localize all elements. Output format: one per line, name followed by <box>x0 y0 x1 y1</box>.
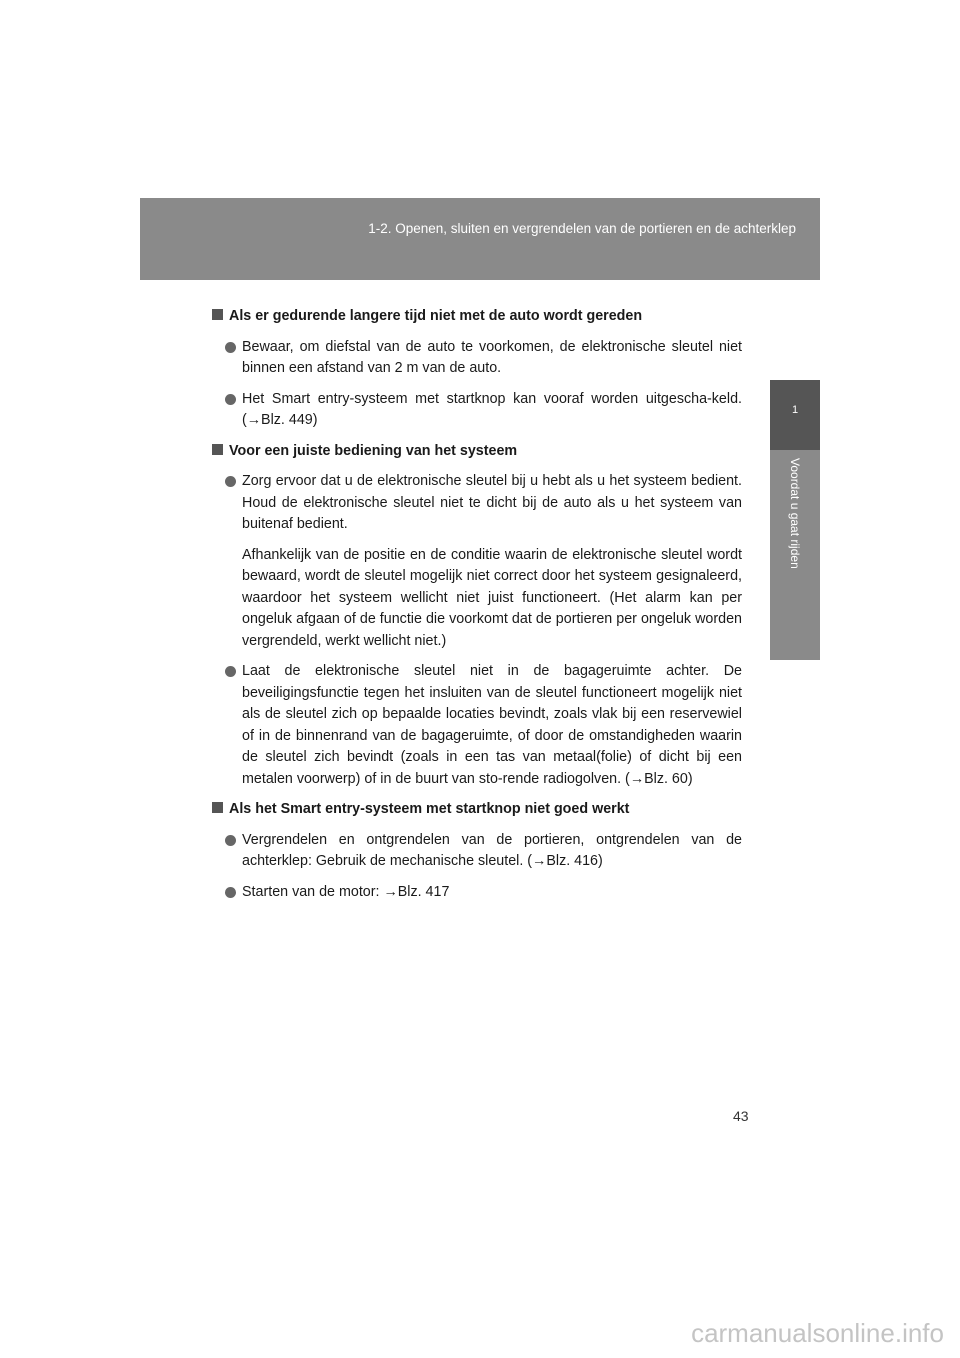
circle-bullet-icon <box>225 394 236 405</box>
section-correct-operation <box>212 441 742 791</box>
bullet-text: Bewaar, om diefstal van de auto te voorkomen, de elektronische sleutel niet binnen een afstand van 2 m van de auto. <box>242 338 742 376</box>
list-item <box>212 882 742 904</box>
section-system-malfunction <box>212 799 742 903</box>
circle-bullet-icon <box>225 666 236 677</box>
square-bullet-icon <box>212 309 223 320</box>
page-number: 43 <box>733 1108 749 1124</box>
square-bullet-icon <box>212 802 223 813</box>
bullet-text: Vergrendelen en ontgrendelen van de portieren, ontgrendelen van de achterklep: Gebruik de mechanische sleutel. (→Blz. 416) <box>242 831 742 869</box>
section-title: Als het Smart entry-systeem met startknop niet goed werkt <box>212 799 742 821</box>
bullet-text: Laat de elektronische sleutel niet in de bagageruimte achter. De beveiligingsfunctie tegen het insluiten van de sleutel functioneert mogelijk niet als de sleutel zich op bepaalde locaties bevindt, zoals vlak bij een reservewiel of in de binnenrand van de bagageruimte, of door de omstandigheden waarin de sleutel zich bevindt (zoals in een tas van metaal(folie) of dicht bij een metalen voorwerp) of in de buurt van sto-rende radiogolven. (→Blz. 60) <box>242 663 742 787</box>
chapter-header-band <box>140 198 820 280</box>
list-item <box>212 471 742 652</box>
list-item <box>212 337 742 380</box>
circle-bullet-icon <box>225 887 236 898</box>
chapter-label: Voordat u gaat rijden <box>788 458 802 569</box>
circle-bullet-icon <box>225 835 236 846</box>
list-item <box>212 830 742 873</box>
chapter-number: 1 <box>791 404 799 416</box>
section-long-inactivity <box>212 306 742 432</box>
chapter-tab-label <box>770 450 820 660</box>
square-bullet-icon <box>212 444 223 455</box>
section-title: Voor een juiste bediening van het systeem <box>212 441 742 463</box>
chapter-tab-number <box>770 380 820 450</box>
bullet-text: Starten van de motor: →Blz. 417 <box>242 883 450 900</box>
page-content <box>212 306 742 912</box>
circle-bullet-icon <box>225 476 236 487</box>
circle-bullet-icon <box>225 342 236 353</box>
list-item <box>212 389 742 432</box>
watermark: carmanualsonline.info <box>691 1318 944 1348</box>
section-title: Als er gedurende langere tijd niet met de auto wordt gereden <box>212 306 742 328</box>
bullet-text: Het Smart entry-systeem met startknop kan vooraf worden uitgescha-keld. (→Blz. 449) <box>242 390 742 428</box>
bullet-text: Afhankelijk van de positie en de conditie waarin de elektronische sleutel wordt bewaard, wordt de sleutel mogelijk niet correct door het systeem gesignaleerd, waardoor het systeem wellicht niet juist functioneert. (Het alarm kan per ongeluk afgaan of de functie die voorkomt dat de portieren per ongeluk worden vergrendeld, werkt wellicht niet.) <box>242 546 742 649</box>
bullet-text: Zorg ervoor dat u de elektronische sleutel bij u hebt als u het systeem bedient. Houd de elektronische sleutel niet te dicht bij de auto als u het systeem van buitenaf bedient. <box>242 473 742 532</box>
list-item <box>212 661 742 790</box>
chapter-header-title: 1-2. Openen, sluiten en vergrendelen van de portieren en de achterklep <box>368 221 796 236</box>
